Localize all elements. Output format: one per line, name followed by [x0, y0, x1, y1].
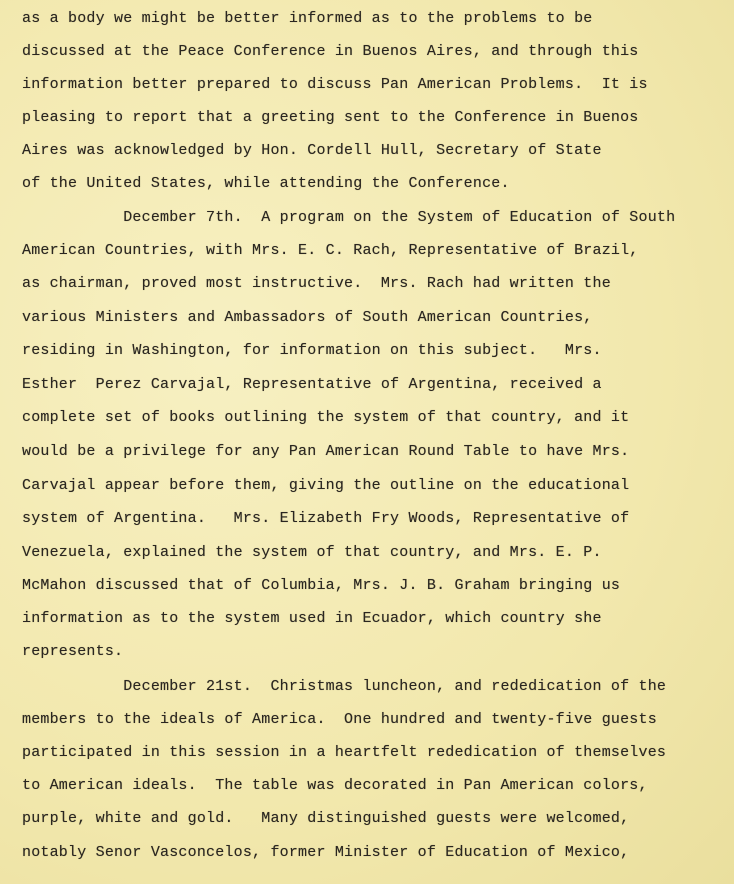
text-line: purple, white and gold. Many distinguished guests were welcomed,	[22, 810, 630, 827]
text-line: as chairman, proved most instructive. Mrs. Rach had written the	[22, 275, 611, 292]
text-line: Venezuela, explained the system of that country, and Mrs. E. P.	[22, 544, 602, 561]
text-line: complete set of books outlining the system of that country, and it	[22, 409, 630, 426]
text-line: information better prepared to discuss Pan American Problems. It is	[22, 76, 648, 93]
text-line: information as to the system used in Ecuador, which country she	[22, 610, 602, 627]
text-line: McMahon discussed that of Columbia, Mrs. J. B. Graham bringing us	[22, 577, 621, 594]
text-line: discussed at the Peace Conference in Buenos Aires, and through this	[22, 43, 639, 60]
text-line: Aires was acknowledged by Hon. Cordell Hull, Secretary of State	[22, 142, 602, 159]
text-line: Esther Perez Carvajal, Representative of Argentina, received a	[22, 376, 602, 393]
text-line: would be a privilege for any Pan American Round Table to have Mrs.	[22, 443, 630, 460]
text-line: residing in Washington, for information on this subject. Mrs.	[22, 342, 602, 359]
text-line: system of Argentina. Mrs. Elizabeth Fry Woods, Representative of	[22, 510, 630, 527]
text-line: notably Senor Vasconcelos, former Minister of Education of Mexico,	[22, 844, 630, 861]
text-line: pleasing to report that a greeting sent to the Conference in Buenos	[22, 109, 639, 126]
text-line: December 21st. Christmas luncheon, and rededication of the	[22, 678, 667, 695]
text-line: members to the ideals of America. One hundred and twenty-five guests	[22, 711, 657, 728]
text-line: participated in this session in a heartfelt rededication of themselves	[22, 744, 667, 761]
text-line: American Countries, with Mrs. E. C. Rach, Representative of Brazil,	[22, 242, 639, 259]
text-line: Carvajal appear before them, giving the outline on the educational	[22, 477, 630, 494]
text-line: as a body we might be better informed as to the problems to be	[22, 10, 593, 27]
text-line: December 7th. A program on the System of Education of South	[22, 209, 676, 226]
text-line: represents.	[22, 643, 124, 660]
text-line: various Ministers and Ambassadors of South American Countries,	[22, 309, 593, 326]
text-line: of the United States, while attending the Conference.	[22, 175, 510, 192]
text-line: to American ideals. The table was decorated in Pan American colors,	[22, 777, 648, 794]
